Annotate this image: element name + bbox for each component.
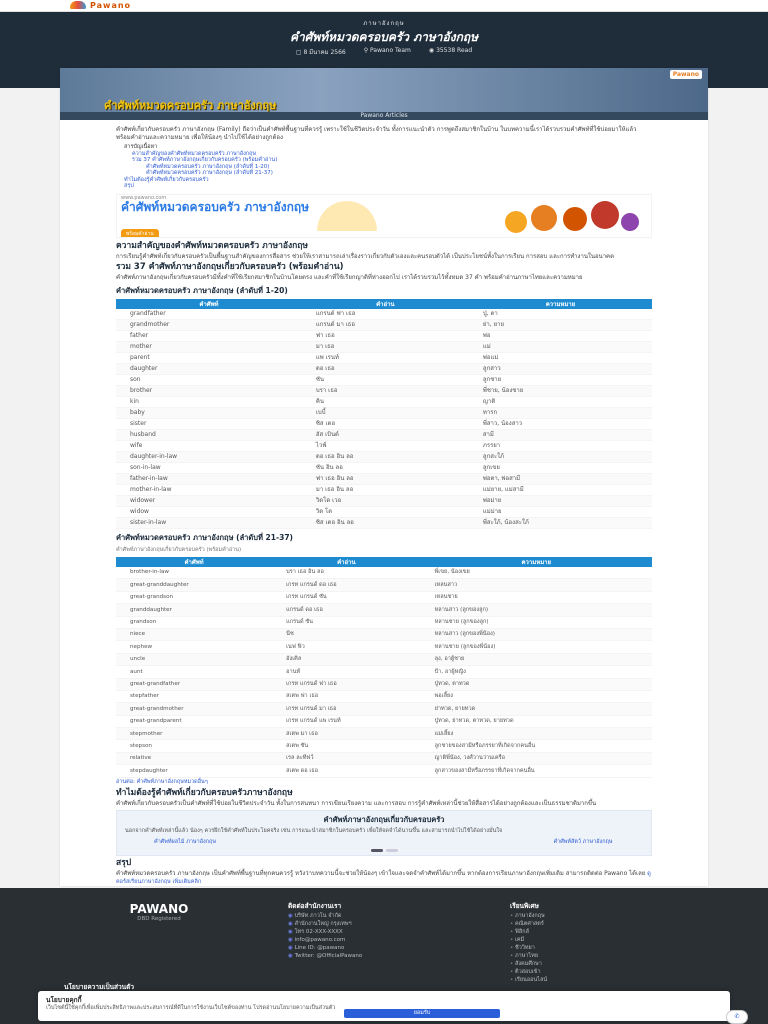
table-cell: great-granddaughter [116, 579, 272, 591]
table-cell: แกรนด์ ดอ เธอ [272, 604, 420, 616]
table-cell: sister [116, 418, 302, 429]
table-row [116, 604, 652, 616]
table-cell: สเตพ ดอ เธอ [272, 765, 420, 777]
table-cell: ลูกชายของสามีหรือภรรยาที่เกิดจากคนอื่น [421, 740, 652, 752]
table-row [116, 653, 652, 665]
table-cell: ซิส เตอ อิน ลอ [302, 517, 469, 528]
table-cell: พ่อตา, พ่อสามี [469, 473, 652, 484]
table-cell: แม่ม่าย [469, 506, 652, 517]
banner-subtitle: Pawano Articles [60, 112, 708, 120]
table-cell: นีซ [272, 628, 420, 640]
banner-brand: Pawano [670, 70, 702, 79]
table-cell: เนฟ ฟิว [272, 641, 420, 653]
column-header: ความหมาย [421, 557, 652, 567]
toc-link[interactable]: คำศัพท์หมวดครอบครัว ภาษาอังกฤษ (ลำดับที่ 21-37) [146, 170, 273, 176]
table-cell: mother-in-law [116, 484, 302, 495]
table-cell: brother-in-law [116, 567, 272, 579]
intro-paragraph: คำศัพท์เกี่ยวกับครอบครัว ภาษาอังกฤษ (Family) ถือว่าเป็นคำศัพท์พื้นฐานที่ควรรู้ เพราะใช้ในชีวิตประจำวัน ทั้งการแนะนำตัว การพูดถึงสมาชิกในบ้าน ในบทความนี้เราได้รวบรวมคำศัพท์ที่ใช้บ่อยมาให้แล้ว พร้อมคำอ่านและความหมาย เพื่อให้น้องๆ นำไปใช้ได้อย่างถูกต้อง [116, 126, 637, 141]
table-cell: ลูกสะใภ้ [469, 451, 652, 462]
footer-contact-item[interactable]: ◉ สำนักงานใหญ่ กรุงเทพฯ [288, 920, 362, 928]
table-cell: ลูกเขย [469, 462, 652, 473]
table-row [116, 385, 652, 396]
table-cell: ฮัส เบินด์ [302, 429, 469, 440]
table-cell: ปู่ทวด, ย่าทวด, ตาทวด, ยายทวด [421, 715, 652, 727]
table-cell: ทารก [469, 407, 652, 418]
table-cell: แกรนด์ ซัน [272, 616, 420, 628]
category-label[interactable]: ภาษาอังกฤษ [363, 20, 405, 27]
footer-contact-item[interactable]: ◉ Line ID: @pawano [288, 944, 362, 952]
table-cell: ป้า, อาผู้หญิง [421, 666, 652, 678]
site-brand: Pawano [90, 0, 132, 10]
accept-cookie-button[interactable]: ยอมรับ [344, 1009, 500, 1018]
section-paragraph: คำศัพท์เกี่ยวกับครอบครัวเป็นคำศัพท์ที่ใช้บ่อยในชีวิตประจำวัน ทั้งในการสนทนา การเขียนเรียงความ และการสอบ การรู้คำศัพท์เหล่านี้ช่วยให้สื่อสารได้อย่างถูกต้องและเป็นธรรมชาติมากขึ้น [116, 799, 597, 807]
cookie-banner [38, 991, 730, 1021]
table-row [116, 309, 652, 320]
promo-title: คำศัพท์หมวดครอบครัว ภาษาอังกฤษ [121, 199, 310, 214]
table-cell: อานท์ [272, 666, 420, 678]
vocab-table-2 [116, 557, 652, 778]
table-row [116, 396, 652, 407]
table-row [116, 678, 652, 690]
table-row [116, 579, 652, 591]
next-article-link[interactable]: คำศัพท์สัตว์ ภาษาอังกฤษ [553, 838, 613, 845]
table-cell: พ่อแม่ [469, 352, 652, 363]
section-heading-why: ทำไมต้องรู้คำศัพท์เกี่ยวกับครอบครัวภาษาอังกฤษ [116, 787, 293, 798]
footer-category-link[interactable]: • สังคมศึกษา [510, 960, 547, 968]
toc-title: สารบัญเนื้อหา [124, 144, 158, 150]
table-cell: บรา เธอ [302, 385, 469, 396]
footer-contact-title: ติดต่อสำนักงานเรา [288, 902, 342, 910]
footer-category-link[interactable]: • คณิตศาสตร์ [510, 920, 547, 928]
table-cell: สเตพ ซัน [272, 740, 420, 752]
article-meta [0, 47, 768, 57]
table-cell: ย่า, ยาย [469, 319, 652, 330]
table-cell: aunt [116, 666, 272, 678]
vocab-table-1 [116, 299, 652, 529]
column-header: คำศัพท์ [116, 299, 302, 309]
table-cell: ลูกสาว [469, 363, 652, 374]
table-row [116, 765, 652, 777]
column-header: คำศัพท์ [116, 557, 272, 567]
footer-logo[interactable]: PAWANO DBD Registered [104, 902, 214, 942]
promo-image [116, 194, 652, 238]
table-cell: daughter-in-law [116, 451, 302, 462]
related-title: คำศัพท์ภาษาอังกฤษเกี่ยวกับครอบครัว [323, 815, 445, 825]
footer-category-link[interactable]: • ติวสอบเข้า [510, 968, 547, 976]
footer-category-link[interactable]: • ชีววิทยา [510, 944, 547, 952]
related-text: นอกจากคำศัพท์เหล่านี้แล้ว น้องๆ ควรฝึกใช้คำศัพท์ในประโยคจริง เช่น การแนะนำสมาชิกในครอบครัว เพื่อให้จดจำได้นานขึ้น และสามารถนำไปใช้ได้อย่างมั่นใจ [125, 828, 503, 835]
table-row [116, 429, 652, 440]
user-icon: ⚲ [363, 47, 371, 54]
table-cell: ดอ เธอ อิน ลอ [302, 451, 469, 462]
dbd-badge: DBD Registered [137, 916, 181, 922]
top-bar [0, 0, 768, 12]
toc-link[interactable]: สรุป [124, 183, 134, 189]
course-link[interactable]: ดูคอร์สเรียนภาษาอังกฤษ เพิ่มเติมคลิก [116, 870, 651, 886]
table-row [116, 616, 652, 628]
table-cell: ญาติพี่น้อง, วงศ์วานว่านเครือ [421, 752, 652, 764]
table-cell: grandfather [116, 309, 302, 320]
cookie-title: นโยบายคุกกี้ [46, 996, 82, 1004]
table-cell: เกรท แกรนด์ มา เธอ [272, 703, 420, 715]
table-cell: ลุง, อาผู้ชาย [421, 653, 652, 665]
table-cell: เบบี้ [302, 407, 469, 418]
footer-contact-item[interactable]: ◉ โทร 02-XXX-XXXX [288, 928, 362, 936]
cookie-text: เว็บไซต์นี้ใช้คุกกี้เพื่อเพิ่มประสิทธิภาพและประสบการณ์ที่ดีในการใช้งานเว็บไซต์ของท่าน โปรดอ่านนโยบายความเป็นส่วนตัว [46, 1005, 336, 1011]
table-cell: great-grandparent [116, 715, 272, 727]
toc-link[interactable]: รวม 37 คำศัพท์ภาษาอังกฤษเกี่ยวกับครอบครัว (พร้อมคำอ่าน) [132, 157, 278, 163]
column-header: ความหมาย [469, 299, 652, 309]
table-cell: สเตพ มา เธอ [272, 728, 420, 740]
table-cell: มา เธอ อิน ลอ [302, 484, 469, 495]
footer-contact-item[interactable]: ◉ info@pawano.com [288, 936, 362, 944]
table-row [116, 690, 652, 702]
table-cell: stepdaughter [116, 765, 272, 777]
table-row [116, 418, 652, 429]
table-cell: great-grandfather [116, 678, 272, 690]
toc-link[interactable]: คำศัพท์หมวดครอบครัว ภาษาอังกฤษ (ลำดับที่ 1-20) [146, 163, 270, 170]
table-cell: เกรท แกรนด์ ดอ เธอ [272, 579, 420, 591]
section-heading-importance: ความสำคัญของคำศัพท์หมวดครอบครัว ภาษาอังกฤษ [116, 240, 308, 251]
table-cell: ลูกสาวของสามีหรือภรรยาที่เกิดจากคนอื่น [421, 765, 652, 777]
table-row [116, 352, 652, 363]
table-row [116, 666, 652, 678]
related-nav [125, 838, 643, 846]
table-row [116, 341, 652, 352]
article-banner [60, 68, 708, 120]
view-count: ◉ 35538 Read [428, 47, 473, 54]
table-cell: ลูกชาย [469, 374, 652, 385]
pawano-logo-icon [70, 1, 86, 9]
table-cell: father [116, 330, 302, 341]
page-title: คำศัพท์หมวดครอบครัว ภาษาอังกฤษ [289, 30, 479, 44]
carousel-dots [125, 849, 643, 852]
table-cell: stepson [116, 740, 272, 752]
table-cell: ปู่ทวด, ตาทวด [421, 678, 652, 690]
table-cell: great-grandson [116, 591, 272, 603]
table-cell: เรล ละทีฟว์ [272, 752, 420, 764]
promo-site: www.pawano.com [121, 194, 167, 201]
table-cell: แม่ [469, 341, 652, 352]
table-cell: พี่สาว, น้องสาว [469, 418, 652, 429]
calendar-icon: ▢ [295, 49, 304, 56]
table-row [116, 495, 652, 506]
table-cell: มา เธอ [302, 341, 469, 352]
table-cell: widow [116, 506, 302, 517]
table-cell: แม่ยาย, แม่สามี [469, 484, 652, 495]
table-cell: หลานชาย (ลูกของลูก) [421, 616, 652, 628]
table-cell: แกรนด์ ฟา เธอ [302, 309, 469, 320]
table-row [116, 451, 652, 462]
table-cell: พี่สะใภ้, น้องสะใภ้ [469, 517, 652, 528]
prev-article-link[interactable]: คำศัพท์ผลไม้ ภาษาอังกฤษ [154, 838, 216, 845]
table-row [116, 740, 652, 752]
table-cell: พ่อ [469, 330, 652, 341]
table-cell: kin [116, 396, 302, 407]
table-cell: relative [116, 752, 272, 764]
table-row [116, 462, 652, 473]
table-cell: เกรท แกรนด์ แพ เรนท์ [272, 715, 420, 727]
table-cell: uncle [116, 653, 272, 665]
footer-category-link[interactable]: • ภาษาไทย [510, 952, 547, 960]
table-cell: nephew [116, 641, 272, 653]
table-cell: หลานชาย (ลูกของพี่น้อง) [421, 641, 652, 653]
table-cell: พ่อเลี้ยง [421, 690, 652, 702]
table-cell: ย่าทวด, ยายทวด [421, 703, 652, 715]
table-cell: หลานสาว (ลูกของพี่น้อง) [421, 628, 652, 640]
table-cell: ฟา เธอ [302, 330, 469, 341]
table1-title: คำศัพท์หมวดครอบครัว ภาษาอังกฤษ (ลำดับที่ 1-20) [116, 285, 288, 295]
table-cell: husband [116, 429, 302, 440]
eye-icon: ◉ [428, 47, 437, 54]
table-cell: widower [116, 495, 302, 506]
table-cell: son-in-law [116, 462, 302, 473]
table-cell: son [116, 374, 302, 385]
article-body [60, 120, 708, 906]
table-cell: sister-in-law [116, 517, 302, 528]
table-cell: parent [116, 352, 302, 363]
table-row [116, 506, 652, 517]
toc-link[interactable]: ความสำคัญของคำศัพท์หมวดครอบครัว ภาษาอังกฤษ [132, 150, 257, 157]
table-cell: grandmother [116, 319, 302, 330]
footer-contact-item[interactable]: ◉ Twitter: @OfficialPawano [288, 952, 362, 960]
table-row [116, 484, 652, 495]
read-more-link[interactable]: อ่านต่อ: คำศัพท์ภาษาอังกฤษหมวดอื่นๆ [116, 778, 208, 785]
footer-category-link[interactable]: • ฟิสิกส์ [510, 928, 547, 936]
column-header: คำอ่าน [302, 299, 469, 309]
table-row [116, 591, 652, 603]
table-row [116, 703, 652, 715]
table-cell: พี่ชาย, น้องชาย [469, 385, 652, 396]
table-cell: แกรนด์ มา เธอ [302, 319, 469, 330]
table-cell: พ่อม่าย [469, 495, 652, 506]
table-cell: หลานสาว (ลูกของลูก) [421, 604, 652, 616]
table-cell: วิดโด เวอ [302, 495, 469, 506]
table-cell: ไวฟ์ [302, 440, 469, 451]
table-row [116, 517, 652, 528]
table-cell: ดอ เธอ [302, 363, 469, 374]
author: ⚲ Pawano Team [363, 47, 411, 54]
table-cell: ภรรยา [469, 440, 652, 451]
banner-title: คำศัพท์หมวดครอบครัว ภาษาอังกฤษ [104, 99, 277, 112]
table-cell: สามี [469, 429, 652, 440]
table-row [116, 330, 652, 341]
site-logo[interactable] [70, 0, 131, 10]
table-cell: แพ เรนท์ [302, 352, 469, 363]
table-of-contents [124, 144, 652, 190]
footer-category-link[interactable]: • ภาษาอังกฤษ [510, 912, 547, 920]
table-cell: เกรท แกรนด์ ฟา เธอ [272, 678, 420, 690]
table-cell: granddaughter [116, 604, 272, 616]
table-row [116, 319, 652, 330]
table2-title: คำศัพท์หมวดครอบครัว ภาษาอังกฤษ (ลำดับที่ 21-37) [116, 532, 293, 542]
table-cell: ซิส เตอ [302, 418, 469, 429]
table-cell: grandson [116, 616, 272, 628]
table-cell: เหลนสาว [421, 579, 652, 591]
table-cell: father-in-law [116, 473, 302, 484]
table-cell: niece [116, 628, 272, 640]
table-cell: ปู่, ตา [469, 309, 652, 320]
table-row [116, 728, 652, 740]
footer-contact-item[interactable]: ◉ บริษัท ภาวโน จำกัด [288, 912, 362, 920]
table-cell: ฟา เธอ อิน ลอ [302, 473, 469, 484]
footer-category-link[interactable]: • เรียนออนไลน์ [510, 976, 547, 984]
table-cell: แม่เลี้ยง [421, 728, 652, 740]
section-paragraph: คำศัพท์ภาษาอังกฤษเกี่ยวกับครอบครัวมีทั้งคำที่ใช้เรียกสมาชิกในบ้านโดยตรง และคำที่ใช้เรียกญาติที่ห่างออกไป เราได้รวบรวมไว้ทั้งหมด 37 คำ พร้อมคำอ่านภาษาไทยและความหมาย [116, 274, 583, 281]
footer-policy-title[interactable]: นโยบายความเป็นส่วนตัว [64, 983, 134, 991]
table-cell: คิน [302, 396, 469, 407]
table-cell: สเตพ ฟา เธอ [272, 690, 420, 702]
table-row [116, 440, 652, 451]
table-row [116, 374, 652, 385]
chat-icon[interactable]: ✆ [726, 1010, 748, 1024]
publish-date: ▢ 8 มีนาคม 2566 [295, 49, 346, 56]
table-row [116, 715, 652, 727]
related-box [116, 810, 652, 856]
table-row [116, 407, 652, 418]
toc-link[interactable]: ทำไมต้องรู้คำศัพท์เกี่ยวกับครอบครัว [124, 176, 209, 183]
table-cell: stepfather [116, 690, 272, 702]
carousel-dot[interactable] [371, 849, 383, 852]
table-cell: wife [116, 440, 302, 451]
table-cell: baby [116, 407, 302, 418]
table-cell: ญาติ [469, 396, 652, 407]
footer-categories-title: เรียนพิเศษ [510, 902, 539, 910]
table-cell: ซัน อิน ลอ [302, 462, 469, 473]
table-cell: เกรท แกรนด์ ซัน [272, 591, 420, 603]
table-cell: daughter [116, 363, 302, 374]
article-card [60, 68, 708, 886]
table-cell: เหลนชาย [421, 591, 652, 603]
table-row [116, 363, 652, 374]
table-cell: พี่เขย, น้องเขย [421, 567, 652, 579]
table-row [116, 628, 652, 640]
table-row [116, 567, 652, 579]
footer-contact [288, 902, 362, 960]
table-cell: อังเคิล [272, 653, 420, 665]
table2-caption: คำศัพท์ภาษาอังกฤษเกี่ยวกับครอบครัว (พร้อมคำอ่าน) [116, 546, 242, 553]
carousel-dot[interactable] [386, 849, 398, 852]
footer-category-link[interactable]: • เคมี [510, 936, 547, 944]
table-cell: stepmother [116, 728, 272, 740]
footer-categories [510, 902, 547, 984]
section-heading-vocab: รวม 37 คำศัพท์ภาษาอังกฤษเกี่ยวกับครอบครัว (พร้อมคำอ่าน) [116, 262, 344, 272]
table-cell: วิด โด [302, 506, 469, 517]
table-cell: บรา เธอ อิน ลอ [272, 567, 420, 579]
table-cell: brother [116, 385, 302, 396]
table-row [116, 752, 652, 764]
table-row [116, 641, 652, 653]
summary-heading: สรุป [116, 857, 132, 868]
table-cell: ซัน [302, 374, 469, 385]
table-cell: mother [116, 341, 302, 352]
section-paragraph: การเรียนรู้คำศัพท์เกี่ยวกับครอบครัวเป็นพื้นฐานสำคัญของการสื่อสาร ช่วยให้เราสามารถเล่าเรื่องราวเกี่ยวกับตัวเองและคนรอบตัวได้ เป็นประโยชน์ทั้งในการเรียน การสอบ และการทำงานในอนาคต [116, 252, 614, 260]
column-header: คำอ่าน [272, 557, 420, 567]
summary-paragraph: คำศัพท์หมวดครอบครัว ภาษาอังกฤษ เป็นคำศัพท์พื้นฐานที่ทุกคนควรรู้ หวังว่าบทความนี้จะช่วยให้น้องๆ เข้าใจและจดจำคำศัพท์ได้มากขึ้น หากต้องการเรียนภาษาอังกฤษเพิ่มเติม สามารถติดต่อ Pawano ได้เลย ดูคอร์สเรียนภาษาอังกฤษ เพิ่มเติมคลิก [116, 869, 651, 886]
table-cell: great-grandmother [116, 703, 272, 715]
family-illustration [495, 197, 645, 237]
table-row [116, 473, 652, 484]
promo-badge: พร้อมคำอ่าน [121, 229, 159, 238]
